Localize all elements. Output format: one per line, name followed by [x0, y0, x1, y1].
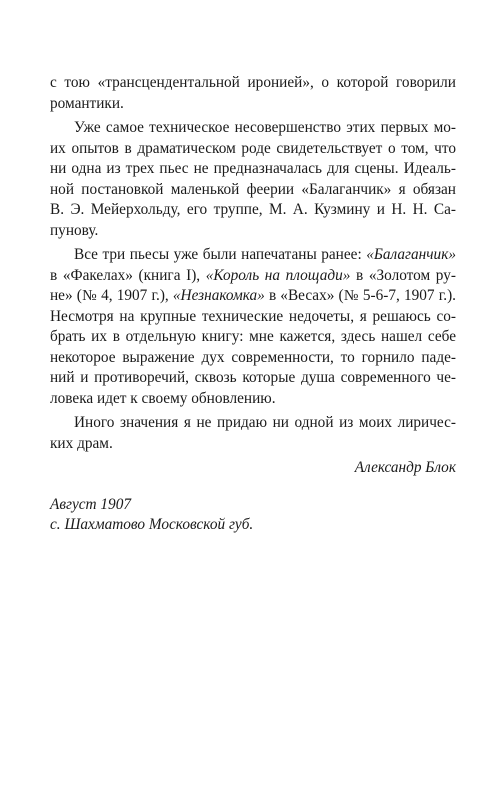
document-page	[50, 73, 456, 536]
text-line: Иного значения я не придаю ни одной из моих лиричес-	[74, 414, 456, 431]
place: с. Шахматово Московской губ.	[50, 516, 254, 533]
text-line: Несмотря на крупные технические недочеты, я решаюсь со-	[50, 307, 456, 325]
paragraph-2	[50, 118, 456, 241]
text-line	[50, 245, 456, 266]
text-line	[50, 286, 456, 307]
text-line: ной постановкой маленькой феерии «Балаганчик» я обязан	[50, 180, 456, 198]
work-title: «Король на площади»	[205, 266, 351, 284]
date: Август 1907	[50, 495, 131, 513]
text-line: с тою «трансцендентальной иронией», о которой говорили	[50, 74, 456, 91]
text-segment: Все три пьесы уже были напечатаны ранее:	[74, 246, 367, 263]
text-line: пунову.	[50, 221, 99, 239]
text-segment: в «Весах» (№ 5-6-7, 1907 г.).	[264, 287, 456, 304]
text-segment: в «Золотом ру-	[350, 266, 456, 284]
author-signature: Александр Блок	[354, 459, 456, 476]
text-line: ний и противоречий, сквозь которые душа современного че-	[50, 369, 456, 386]
text-line: их опытов в драматическом роде свидетельствует о том, что	[50, 139, 456, 157]
text-line: В. Э. Мейерхольду, его труппе, М. А. Кузмину и Н. Н. Са-	[50, 201, 456, 218]
paragraph-4	[50, 413, 456, 454]
text-line: некоторое выражение дух современности, то горнило паде-	[50, 348, 456, 366]
work-title: «Незнакомка»	[172, 287, 265, 304]
paragraph-1	[50, 73, 456, 114]
text-segment: не» (№ 4, 1907 г.),	[50, 287, 173, 304]
text-line: ни одна из трех пьес не предназначалась для сцены. Идеаль-	[50, 160, 456, 177]
text-line: ких драм.	[50, 434, 113, 452]
text-line: Уже самое техническое несовершенство этих первых мо-	[74, 119, 456, 136]
date-place-block	[50, 495, 456, 536]
text-line: ловека идет к своему обновлению.	[50, 389, 276, 407]
text-line: брать их в отдельную книгу: мне кажется, здесь нашел себе	[50, 328, 456, 345]
text-line: романтики.	[50, 94, 124, 112]
work-title: «Балаганчик»	[366, 246, 456, 263]
text-line	[50, 266, 456, 287]
paragraph-3	[50, 245, 456, 409]
text-segment: в «Факелах» (книга I),	[50, 266, 206, 284]
